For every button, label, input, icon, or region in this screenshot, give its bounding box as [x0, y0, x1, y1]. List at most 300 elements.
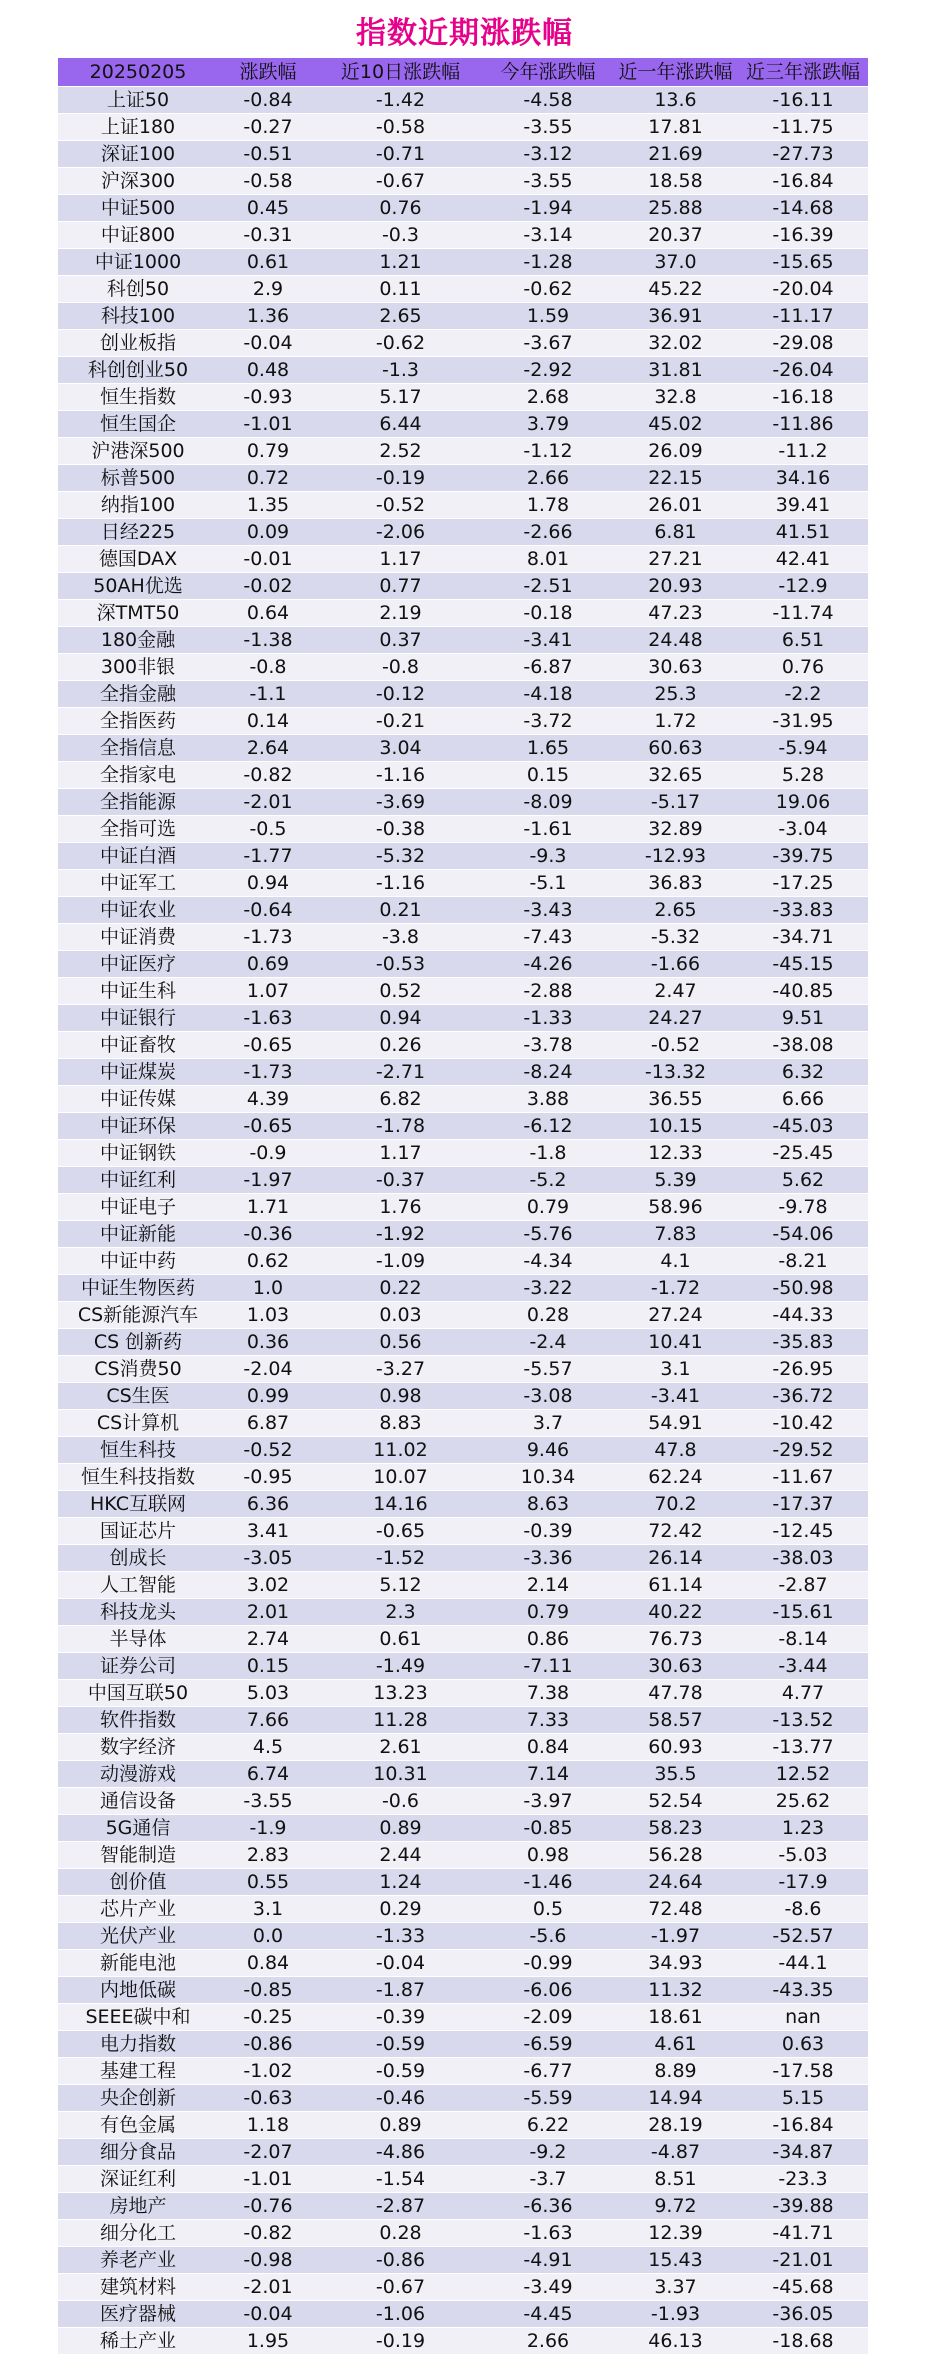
index-name-cell: 国证芯片	[58, 1518, 218, 1545]
change-10d-cell: 1.24	[318, 1869, 483, 1896]
change-ytd-cell: -3.49	[483, 2274, 613, 2301]
change-ytd-cell: -6.59	[483, 2031, 613, 2058]
change-1y-cell: 58.96	[613, 1194, 738, 1221]
index-name-cell: 标普500	[58, 465, 218, 492]
index-name-cell: CS生医	[58, 1383, 218, 1410]
change-cell: -0.02	[218, 573, 318, 600]
change-ytd-cell: -2.51	[483, 573, 613, 600]
change-ytd-cell: 7.33	[483, 1707, 613, 1734]
change-3y-cell: -21.01	[738, 2247, 868, 2274]
change-3y-cell: -15.61	[738, 1599, 868, 1626]
change-10d-cell: 10.07	[318, 1464, 483, 1491]
change-10d-cell: 0.98	[318, 1383, 483, 1410]
change-3y-cell: 12.52	[738, 1761, 868, 1788]
change-3y-cell: -16.84	[738, 2112, 868, 2139]
change-10d-cell: 5.12	[318, 1572, 483, 1599]
change-3y-cell: 34.16	[738, 465, 868, 492]
change-ytd-cell: 0.28	[483, 1302, 613, 1329]
change-ytd-cell: -2.09	[483, 2004, 613, 2031]
change-1y-cell: 3.1	[613, 1356, 738, 1383]
index-name-cell: 恒生指数	[58, 384, 218, 411]
change-cell: 2.9	[218, 276, 318, 303]
change-cell: -0.8	[218, 654, 318, 681]
change-10d-cell: -1.87	[318, 1977, 483, 2004]
change-cell: -1.63	[218, 1005, 318, 1032]
change-cell: 2.83	[218, 1842, 318, 1869]
change-cell: -0.01	[218, 546, 318, 573]
change-cell: 6.87	[218, 1410, 318, 1437]
change-3y-cell: -8.6	[738, 1896, 868, 1923]
change-1y-cell: 32.02	[613, 330, 738, 357]
change-1y-cell: 45.22	[613, 276, 738, 303]
change-10d-cell: 2.44	[318, 1842, 483, 1869]
change-ytd-cell: -4.34	[483, 1248, 613, 1275]
change-10d-cell: -0.8	[318, 654, 483, 681]
index-name-cell: 中证800	[58, 222, 218, 249]
table-row	[58, 141, 868, 168]
change-1y-cell: -3.41	[613, 1383, 738, 1410]
change-3y-cell: -26.95	[738, 1356, 868, 1383]
change-cell: 0.15	[218, 1653, 318, 1680]
column-header-change: 涨跌幅	[218, 58, 318, 87]
table-row	[58, 1356, 868, 1383]
change-cell: -2.04	[218, 1356, 318, 1383]
change-cell: -0.93	[218, 384, 318, 411]
change-1y-cell: 11.32	[613, 1977, 738, 2004]
change-3y-cell: -13.52	[738, 1707, 868, 1734]
change-cell: -0.86	[218, 2031, 318, 2058]
table-row	[58, 708, 868, 735]
index-name-cell: 细分食品	[58, 2139, 218, 2166]
change-10d-cell: -1.78	[318, 1113, 483, 1140]
change-3y-cell: -29.08	[738, 330, 868, 357]
index-name-cell: 中证1000	[58, 249, 218, 276]
change-10d-cell: -0.37	[318, 1167, 483, 1194]
change-3y-cell: 6.66	[738, 1086, 868, 1113]
index-name-cell: 中证医疗	[58, 951, 218, 978]
change-3y-cell: -17.25	[738, 870, 868, 897]
change-cell: 3.41	[218, 1518, 318, 1545]
change-3y-cell: 39.41	[738, 492, 868, 519]
change-3y-cell: -15.65	[738, 249, 868, 276]
change-10d-cell: -1.92	[318, 1221, 483, 1248]
change-cell: -0.31	[218, 222, 318, 249]
change-ytd-cell: -6.87	[483, 654, 613, 681]
change-ytd-cell: -4.91	[483, 2247, 613, 2274]
change-10d-cell: 0.76	[318, 195, 483, 222]
change-ytd-cell: -1.94	[483, 195, 613, 222]
change-10d-cell: 6.82	[318, 1086, 483, 1113]
change-1y-cell: 60.63	[613, 735, 738, 762]
change-cell: 0.69	[218, 951, 318, 978]
change-ytd-cell: 2.66	[483, 2328, 613, 2354]
table-row	[58, 546, 868, 573]
change-3y-cell: -17.37	[738, 1491, 868, 1518]
change-10d-cell: 2.52	[318, 438, 483, 465]
table-row	[58, 384, 868, 411]
index-name-cell: 日经225	[58, 519, 218, 546]
change-3y-cell: 42.41	[738, 546, 868, 573]
change-cell: -0.98	[218, 2247, 318, 2274]
change-1y-cell: 2.47	[613, 978, 738, 1005]
table-row	[58, 1869, 868, 1896]
change-10d-cell: 0.22	[318, 1275, 483, 1302]
change-10d-cell: 0.37	[318, 627, 483, 654]
change-ytd-cell: -2.88	[483, 978, 613, 1005]
change-cell: 2.74	[218, 1626, 318, 1653]
change-3y-cell: -45.68	[738, 2274, 868, 2301]
change-1y-cell: 8.89	[613, 2058, 738, 2085]
change-ytd-cell: 2.68	[483, 384, 613, 411]
change-3y-cell: -11.2	[738, 438, 868, 465]
change-1y-cell: 5.39	[613, 1167, 738, 1194]
table-row	[58, 411, 868, 438]
change-10d-cell: -1.16	[318, 762, 483, 789]
index-name-cell: 证券公司	[58, 1653, 218, 1680]
change-3y-cell: -50.98	[738, 1275, 868, 1302]
table-row	[58, 1734, 868, 1761]
table-row	[58, 870, 868, 897]
change-ytd-cell: -3.67	[483, 330, 613, 357]
table-row	[58, 276, 868, 303]
table-row	[58, 2328, 868, 2354]
index-name-cell: 中证畜牧	[58, 1032, 218, 1059]
change-10d-cell: -0.65	[318, 1518, 483, 1545]
change-ytd-cell: -9.2	[483, 2139, 613, 2166]
change-ytd-cell: -3.12	[483, 141, 613, 168]
change-ytd-cell: -8.24	[483, 1059, 613, 1086]
index-name-cell: 半导体	[58, 1626, 218, 1653]
change-10d-cell: -0.53	[318, 951, 483, 978]
change-10d-cell: -0.6	[318, 1788, 483, 1815]
change-ytd-cell: -1.63	[483, 2220, 613, 2247]
change-1y-cell: 28.19	[613, 2112, 738, 2139]
index-name-cell: 创成长	[58, 1545, 218, 1572]
index-name-cell: 中证煤炭	[58, 1059, 218, 1086]
change-cell: 0.48	[218, 357, 318, 384]
change-ytd-cell: -7.43	[483, 924, 613, 951]
change-cell: 0.61	[218, 249, 318, 276]
index-name-cell: 稀土产业	[58, 2328, 218, 2354]
change-cell: -1.1	[218, 681, 318, 708]
change-ytd-cell: -1.46	[483, 1869, 613, 1896]
change-10d-cell: 13.23	[318, 1680, 483, 1707]
change-1y-cell: 8.51	[613, 2166, 738, 2193]
table-row	[58, 2193, 868, 2220]
table-row	[58, 2247, 868, 2274]
change-1y-cell: -1.72	[613, 1275, 738, 1302]
index-name-cell: CS 创新药	[58, 1329, 218, 1356]
index-name-cell: HKC互联网	[58, 1491, 218, 1518]
change-1y-cell: 32.8	[613, 384, 738, 411]
change-ytd-cell: -1.28	[483, 249, 613, 276]
change-10d-cell: -1.49	[318, 1653, 483, 1680]
change-10d-cell: -1.09	[318, 1248, 483, 1275]
change-10d-cell: -0.46	[318, 2085, 483, 2112]
change-3y-cell: -39.75	[738, 843, 868, 870]
change-3y-cell: -2.87	[738, 1572, 868, 1599]
change-1y-cell: 34.93	[613, 1950, 738, 1977]
change-3y-cell: -11.17	[738, 303, 868, 330]
index-name-cell: 全指家电	[58, 762, 218, 789]
change-1y-cell: 9.72	[613, 2193, 738, 2220]
change-cell: -0.52	[218, 1437, 318, 1464]
change-1y-cell: 26.09	[613, 438, 738, 465]
index-name-cell: 全指医药	[58, 708, 218, 735]
change-1y-cell: 47.23	[613, 600, 738, 627]
change-ytd-cell: -4.45	[483, 2301, 613, 2328]
change-10d-cell: -4.86	[318, 2139, 483, 2166]
change-10d-cell: -0.86	[318, 2247, 483, 2274]
column-header-ytd-change: 今年涨跌幅	[483, 58, 613, 87]
change-3y-cell: 5.62	[738, 1167, 868, 1194]
change-3y-cell: 9.51	[738, 1005, 868, 1032]
change-10d-cell: 1.17	[318, 1140, 483, 1167]
page-title: 指数近期涨跌幅	[0, 8, 929, 52]
change-10d-cell: 5.17	[318, 384, 483, 411]
index-name-cell: 有色金属	[58, 2112, 218, 2139]
column-header-1y-change: 近一年涨跌幅	[613, 58, 738, 87]
change-ytd-cell: -3.97	[483, 1788, 613, 1815]
change-1y-cell: 47.78	[613, 1680, 738, 1707]
change-ytd-cell: -8.09	[483, 789, 613, 816]
change-cell: -3.05	[218, 1545, 318, 1572]
change-ytd-cell: 0.86	[483, 1626, 613, 1653]
change-cell: -2.01	[218, 2274, 318, 2301]
table-row	[58, 1005, 868, 1032]
table-row	[58, 1842, 868, 1869]
index-name-cell: SEEE碳中和	[58, 2004, 218, 2031]
table-row	[58, 924, 868, 951]
index-name-cell: 创业板指	[58, 330, 218, 357]
change-1y-cell: -1.97	[613, 1923, 738, 1950]
change-1y-cell: 2.65	[613, 897, 738, 924]
change-10d-cell: -1.52	[318, 1545, 483, 1572]
table-row	[58, 681, 868, 708]
table-row	[58, 519, 868, 546]
change-cell: 0.45	[218, 195, 318, 222]
index-name-cell: 恒生科技	[58, 1437, 218, 1464]
table-row	[58, 1383, 868, 1410]
change-3y-cell: 6.51	[738, 627, 868, 654]
index-name-cell: 沪港深500	[58, 438, 218, 465]
change-cell: -0.5	[218, 816, 318, 843]
change-cell: -0.84	[218, 87, 318, 114]
table-row	[58, 816, 868, 843]
table-row	[58, 843, 868, 870]
table-row	[58, 2274, 868, 2301]
index-name-cell: 50AH优选	[58, 573, 218, 600]
change-1y-cell: 37.0	[613, 249, 738, 276]
change-ytd-cell: -1.33	[483, 1005, 613, 1032]
change-3y-cell: -54.06	[738, 1221, 868, 1248]
table-row	[58, 627, 868, 654]
change-ytd-cell: -3.14	[483, 222, 613, 249]
change-ytd-cell: 7.14	[483, 1761, 613, 1788]
change-10d-cell: 0.56	[318, 1329, 483, 1356]
change-ytd-cell: -1.12	[483, 438, 613, 465]
change-1y-cell: 12.39	[613, 2220, 738, 2247]
change-1y-cell: 46.13	[613, 2328, 738, 2354]
change-cell: -0.64	[218, 897, 318, 924]
change-10d-cell: 0.26	[318, 1032, 483, 1059]
index-name-cell: 上证180	[58, 114, 218, 141]
change-3y-cell: -27.73	[738, 141, 868, 168]
change-cell: -1.01	[218, 411, 318, 438]
change-10d-cell: -3.8	[318, 924, 483, 951]
change-cell: 0.36	[218, 1329, 318, 1356]
change-ytd-cell: -4.58	[483, 87, 613, 114]
change-10d-cell: -1.42	[318, 87, 483, 114]
change-cell: -0.04	[218, 330, 318, 357]
change-1y-cell: -1.93	[613, 2301, 738, 2328]
change-3y-cell: -11.86	[738, 411, 868, 438]
change-1y-cell: 36.83	[613, 870, 738, 897]
table-row	[58, 1059, 868, 1086]
change-ytd-cell: -7.11	[483, 1653, 613, 1680]
table-row	[58, 1788, 868, 1815]
table-row	[58, 1194, 868, 1221]
change-3y-cell: -11.67	[738, 1464, 868, 1491]
change-1y-cell: 24.27	[613, 1005, 738, 1032]
change-1y-cell: 56.28	[613, 1842, 738, 1869]
change-cell: 6.74	[218, 1761, 318, 1788]
change-3y-cell: -5.03	[738, 1842, 868, 1869]
change-ytd-cell: 0.98	[483, 1842, 613, 1869]
change-ytd-cell: 3.79	[483, 411, 613, 438]
change-cell: -0.27	[218, 114, 318, 141]
table-row	[58, 2058, 868, 2085]
change-ytd-cell: -2.92	[483, 357, 613, 384]
change-cell: 1.36	[218, 303, 318, 330]
table-row	[58, 492, 868, 519]
table-row	[58, 1410, 868, 1437]
change-10d-cell: -0.19	[318, 2328, 483, 2354]
change-ytd-cell: 8.63	[483, 1491, 613, 1518]
change-3y-cell: -14.68	[738, 195, 868, 222]
index-name-cell: 动漫游戏	[58, 1761, 218, 1788]
change-3y-cell: nan	[738, 2004, 868, 2031]
change-3y-cell: -38.08	[738, 1032, 868, 1059]
change-cell: -0.95	[218, 1464, 318, 1491]
change-1y-cell: 18.61	[613, 2004, 738, 2031]
change-1y-cell: 58.57	[613, 1707, 738, 1734]
change-3y-cell: -26.04	[738, 357, 868, 384]
change-cell: -1.73	[218, 924, 318, 951]
index-name-cell: 沪深300	[58, 168, 218, 195]
change-1y-cell: 52.54	[613, 1788, 738, 1815]
table-row	[58, 114, 868, 141]
change-ytd-cell: -5.59	[483, 2085, 613, 2112]
change-cell: 3.1	[218, 1896, 318, 1923]
index-name-cell: 德国DAX	[58, 546, 218, 573]
change-3y-cell: -8.14	[738, 1626, 868, 1653]
table-row	[58, 330, 868, 357]
index-name-cell: 深TMT50	[58, 600, 218, 627]
change-1y-cell: -4.87	[613, 2139, 738, 2166]
index-name-cell: 深证红利	[58, 2166, 218, 2193]
change-3y-cell: -20.04	[738, 276, 868, 303]
change-cell: -1.97	[218, 1167, 318, 1194]
change-cell: -0.63	[218, 2085, 318, 2112]
change-ytd-cell: -5.1	[483, 870, 613, 897]
change-1y-cell: 30.63	[613, 1653, 738, 1680]
change-1y-cell: -0.52	[613, 1032, 738, 1059]
table-row	[58, 1815, 868, 1842]
index-name-cell: 全指信息	[58, 735, 218, 762]
change-ytd-cell: 0.5	[483, 1896, 613, 1923]
change-10d-cell: -0.38	[318, 816, 483, 843]
change-3y-cell: -17.58	[738, 2058, 868, 2085]
table-row	[58, 1896, 868, 1923]
change-10d-cell: 14.16	[318, 1491, 483, 1518]
change-ytd-cell: 0.79	[483, 1194, 613, 1221]
index-name-cell: 数字经济	[58, 1734, 218, 1761]
change-1y-cell: 30.63	[613, 654, 738, 681]
change-cell: 0.72	[218, 465, 318, 492]
table-row	[58, 222, 868, 249]
change-3y-cell: 0.76	[738, 654, 868, 681]
table-row	[58, 2085, 868, 2112]
change-3y-cell: -3.04	[738, 816, 868, 843]
change-10d-cell: -2.06	[318, 519, 483, 546]
table-row	[58, 357, 868, 384]
change-cell: -0.76	[218, 2193, 318, 2220]
change-10d-cell: 0.89	[318, 1815, 483, 1842]
change-cell: -2.01	[218, 789, 318, 816]
change-1y-cell: 4.61	[613, 2031, 738, 2058]
change-cell: 5.03	[218, 1680, 318, 1707]
change-ytd-cell: 7.38	[483, 1680, 613, 1707]
change-3y-cell: 4.77	[738, 1680, 868, 1707]
index-name-cell: 上证50	[58, 87, 218, 114]
change-3y-cell: -11.75	[738, 114, 868, 141]
index-name-cell: 内地低碳	[58, 1977, 218, 2004]
change-10d-cell: -2.87	[318, 2193, 483, 2220]
change-cell: -0.9	[218, 1140, 318, 1167]
index-name-cell: CS新能源汽车	[58, 1302, 218, 1329]
change-ytd-cell: -3.78	[483, 1032, 613, 1059]
change-1y-cell: 4.1	[613, 1248, 738, 1275]
table-row	[58, 2004, 868, 2031]
index-name-cell: 深证100	[58, 141, 218, 168]
change-ytd-cell: -3.55	[483, 168, 613, 195]
table-row	[58, 1167, 868, 1194]
change-cell: 1.71	[218, 1194, 318, 1221]
index-name-cell: 中证钢铁	[58, 1140, 218, 1167]
change-1y-cell: 70.2	[613, 1491, 738, 1518]
index-name-cell: 全指可选	[58, 816, 218, 843]
change-1y-cell: 40.22	[613, 1599, 738, 1626]
change-1y-cell: 47.8	[613, 1437, 738, 1464]
column-header-10d-change: 近10日涨跌幅	[318, 58, 483, 87]
change-ytd-cell: -0.62	[483, 276, 613, 303]
change-ytd-cell: -5.57	[483, 1356, 613, 1383]
change-1y-cell: -5.17	[613, 789, 738, 816]
table-row	[58, 1275, 868, 1302]
change-3y-cell: -13.77	[738, 1734, 868, 1761]
change-10d-cell: 11.28	[318, 1707, 483, 1734]
change-3y-cell: -36.72	[738, 1383, 868, 1410]
change-3y-cell: -44.1	[738, 1950, 868, 1977]
table-row	[58, 303, 868, 330]
change-1y-cell: 1.72	[613, 708, 738, 735]
change-ytd-cell: -6.77	[483, 2058, 613, 2085]
change-cell: -3.55	[218, 1788, 318, 1815]
index-name-cell: 细分化工	[58, 2220, 218, 2247]
change-cell: 0.14	[218, 708, 318, 735]
change-3y-cell: 5.28	[738, 762, 868, 789]
